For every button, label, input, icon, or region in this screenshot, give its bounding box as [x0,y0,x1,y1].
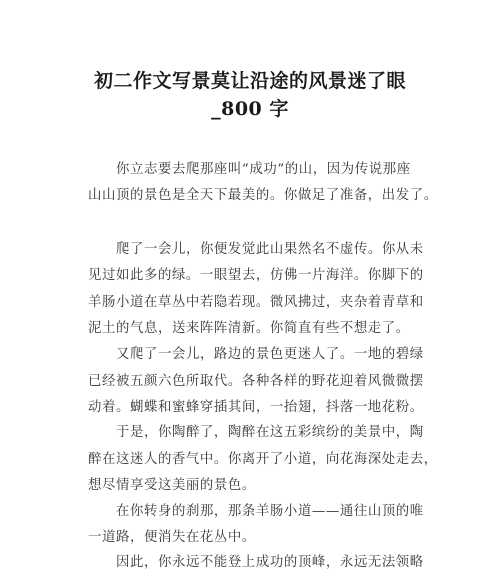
paragraph-line: 泥土的气息，送来阵阵清新。你简直有些不想走了。 [88,321,410,336]
paragraph-line: 醉在这迷人的香气中。你离开了小道，向花海深处走去， [88,452,438,467]
paragraph-line: 又爬了一会儿，路边的景色更迷人了。一地的碧绿 [116,347,424,362]
article-title-suffix: _800 字 [211,98,289,120]
paragraph-line: 见过如此多的绿。一眼望去，仿佛一片海洋。你脚下的 [88,268,424,283]
paragraph-line: 在你转身的刹那，那条羊肠小道——通往山顶的唯 [116,504,424,519]
paragraph-line: 因此，你永远不能登上成功的顶峰，永远无法领略 [116,555,424,570]
paragraph-line: 你立志要去爬那座叫“成功”的山，因为传说那座 [116,162,411,177]
paragraph-line: 山山顶的景色是全天下最美的。你做足了准备，出发了。 [88,188,438,203]
paragraph-line: 羊肠小道在草丛中若隐若现。微风拂过，夹杂着青草和 [88,295,424,310]
paragraph-line: 已经被五颜六色所取代。各种各样的野花迎着风微微摆 [88,374,424,389]
article-title: 初二作文写景莫让沿途的风景迷了眼 [93,70,406,92]
paragraph-line: 一道路，便消失在花丛中。 [88,530,256,545]
paragraph-line: 想尽情享受这美丽的景色。 [88,478,256,493]
paragraph-line: 动着。蝴蝶和蜜蜂穿插其间，一抬翅，抖落一地花粉。 [88,400,424,415]
paragraph-line: 于是，你陶醉了，陶醉在这五彩缤纷的美景中，陶 [116,425,424,440]
paragraph-line: 爬了一会儿，你便发觉此山果然名不虚传。你从未 [116,242,424,257]
